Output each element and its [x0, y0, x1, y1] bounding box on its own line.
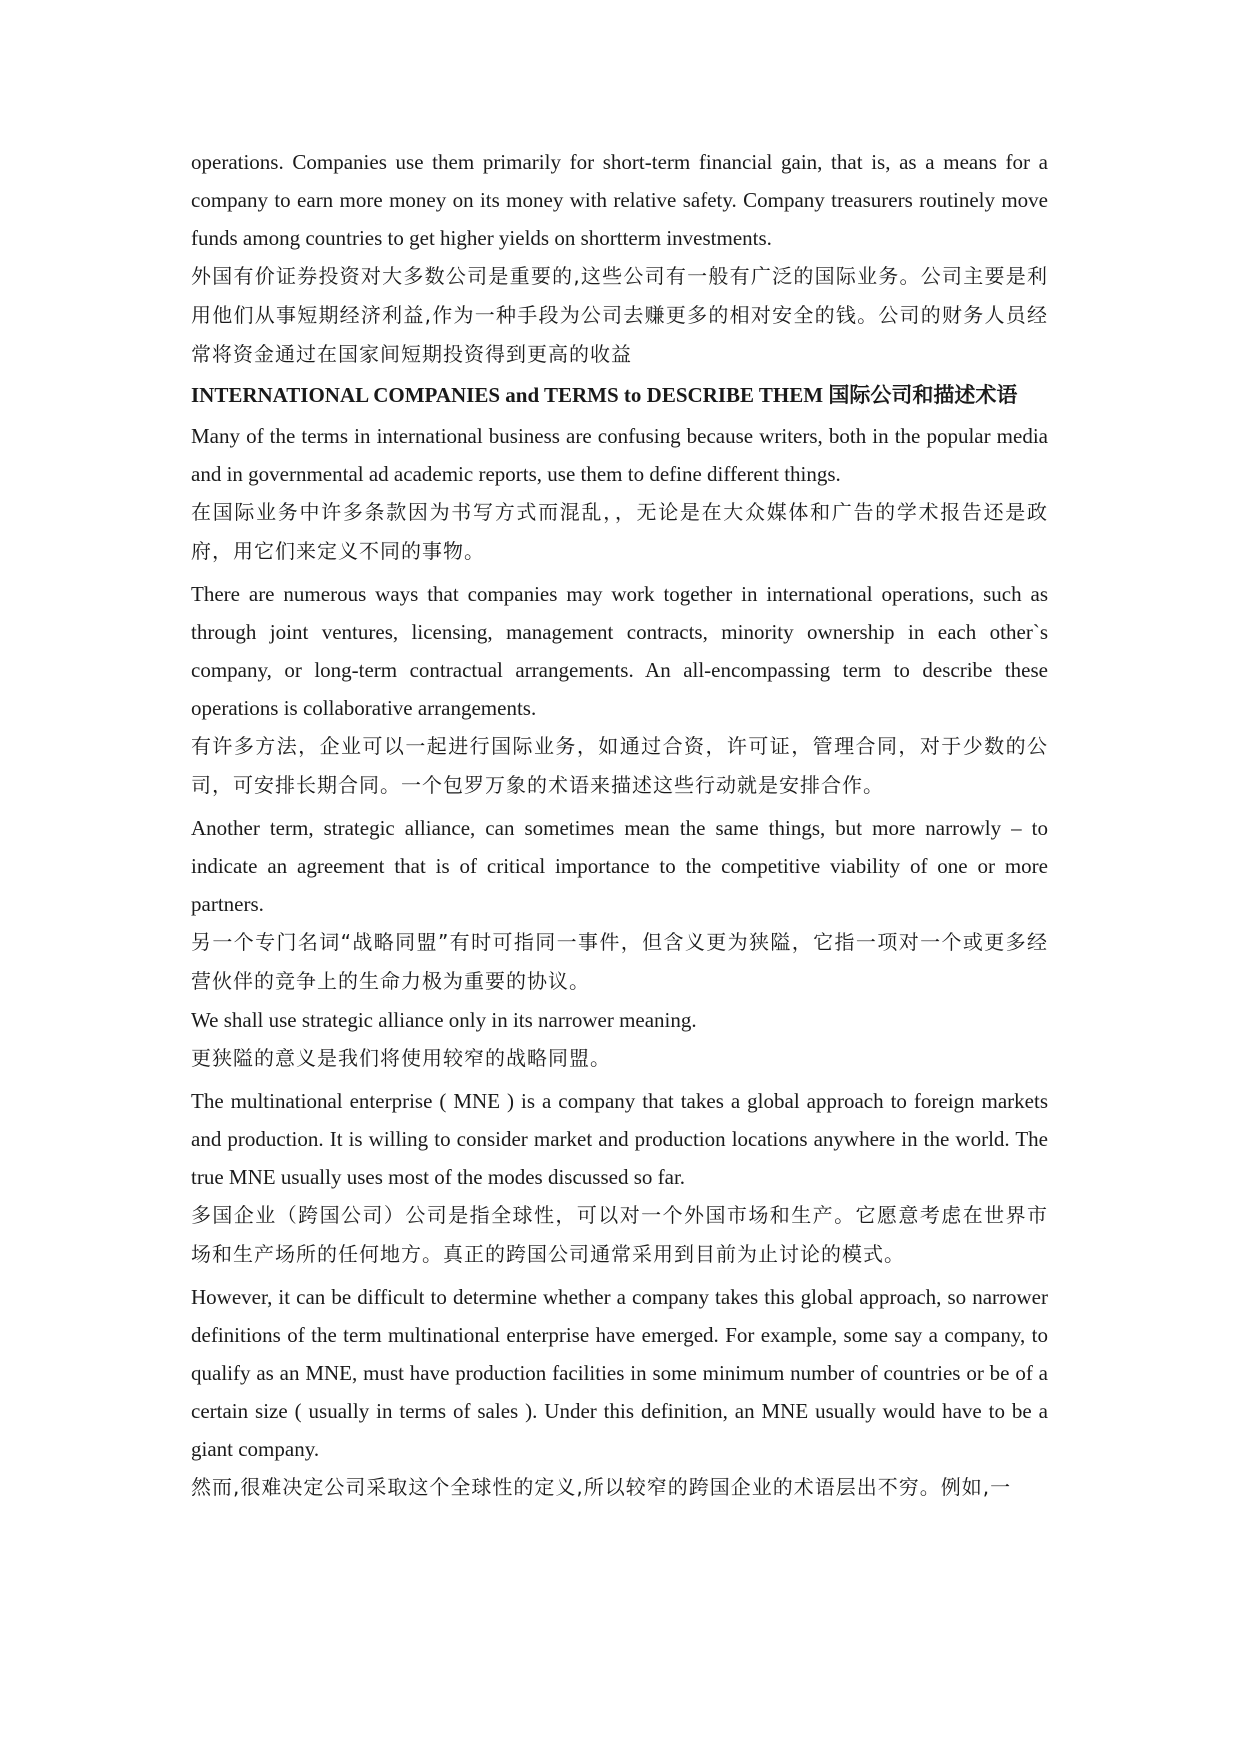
paragraph-english: We shall use strategic alliance only in its narrower meaning. [191, 1008, 697, 1032]
paragraph-chinese: 在国际业务中许多条款因为书写方式而混乱，，无论是在大众媒体和广告的学术报告还是政府，用它们来定义不同的事物。 [191, 500, 1048, 563]
paragraph-chinese: 有许多方法，企业可以一起进行国际业务，如通过合资，许可证，管理合同，对于少数的公司，可安排长期合同。一个包罗万象的术语来描述这些行动就是安排合作。 [191, 734, 1048, 797]
paragraph-chinese: 另一个专门名词“战略同盟”有时可指同一事件，但含义更为狭隘，它指一项对一个或更多经营伙伴的竞争上的生命力极为重要的协议。 [191, 930, 1048, 993]
section-heading [191, 374, 1048, 417]
section-heading-chinese: 国际公司和描述术语 [828, 383, 1018, 407]
paragraph-english: Many of the terms in international business are confusing because writers, both in the popular media and in governmental ad academic reports, use them to define different things. [191, 424, 1048, 486]
paragraph-english: operations. Companies use them primarily for short-term financial gain, that is, as a means for a company to earn more money on its money with relative safety. Company treasurers routinely move funds among countries to get higher yields on shortterm investments. [191, 150, 1048, 250]
document-page [191, 143, 1048, 1507]
paragraph-english: Another term, strategic alliance, can sometimes mean the same things, but more narrowly – to indicate an agreement that is of critical importance to the competitive viability of one or more partners. [191, 816, 1048, 916]
paragraph-chinese: 外国有价证券投资对大多数公司是重要的,这些公司有一般有广泛的国际业务。公司主要是利用他们从事短期经济利益,作为一种手段为公司去赚更多的相对安全的钱。公司的财务人员经常将资金通过在国家间短期投资得到更高的收益 [191, 264, 1048, 366]
paragraph-english: There are numerous ways that companies may work together in international operations, such as through joint ventures, licensing, management contracts, minority ownership in each other`s company, or long-term contractual arrangements. An all-encompassing term to describe these operations is collaborative arrangements. [191, 582, 1048, 720]
paragraph-english: The multinational enterprise ( MNE ) is a company that takes a global approach to foreign markets and production. It is willing to consider market and production locations anywhere in the world. The true MNE usually uses most of the modes discussed so far. [191, 1089, 1048, 1189]
section-heading-english: INTERNATIONAL COMPANIES and TERMS to DESCRIBE THEM [191, 383, 824, 407]
paragraph-chinese: 更狭隘的意义是我们将使用较窄的战略同盟。 [191, 1046, 611, 1070]
paragraph-english: However, it can be difficult to determine whether a company takes this global approach, so narrower definitions of the term multinational enterprise have emerged. For example, some say a company, to qualify as an MNE, must have production facilities in some minimum number of countries or be of a certain size ( usually in terms of sales ). Under this definition, an MNE usually would have to be a giant company. [191, 1285, 1048, 1461]
paragraph-chinese: 多国企业（跨国公司）公司是指全球性，可以对一个外国市场和生产。它愿意考虑在世界市场和生产场所的任何地方。真正的跨国公司通常采用到目前为止讨论的模式。 [191, 1203, 1048, 1266]
paragraph-chinese: 然而,很难决定公司采取这个全球性的定义,所以较窄的跨国企业的术语层出不穷。例如,一 [191, 1475, 1012, 1499]
